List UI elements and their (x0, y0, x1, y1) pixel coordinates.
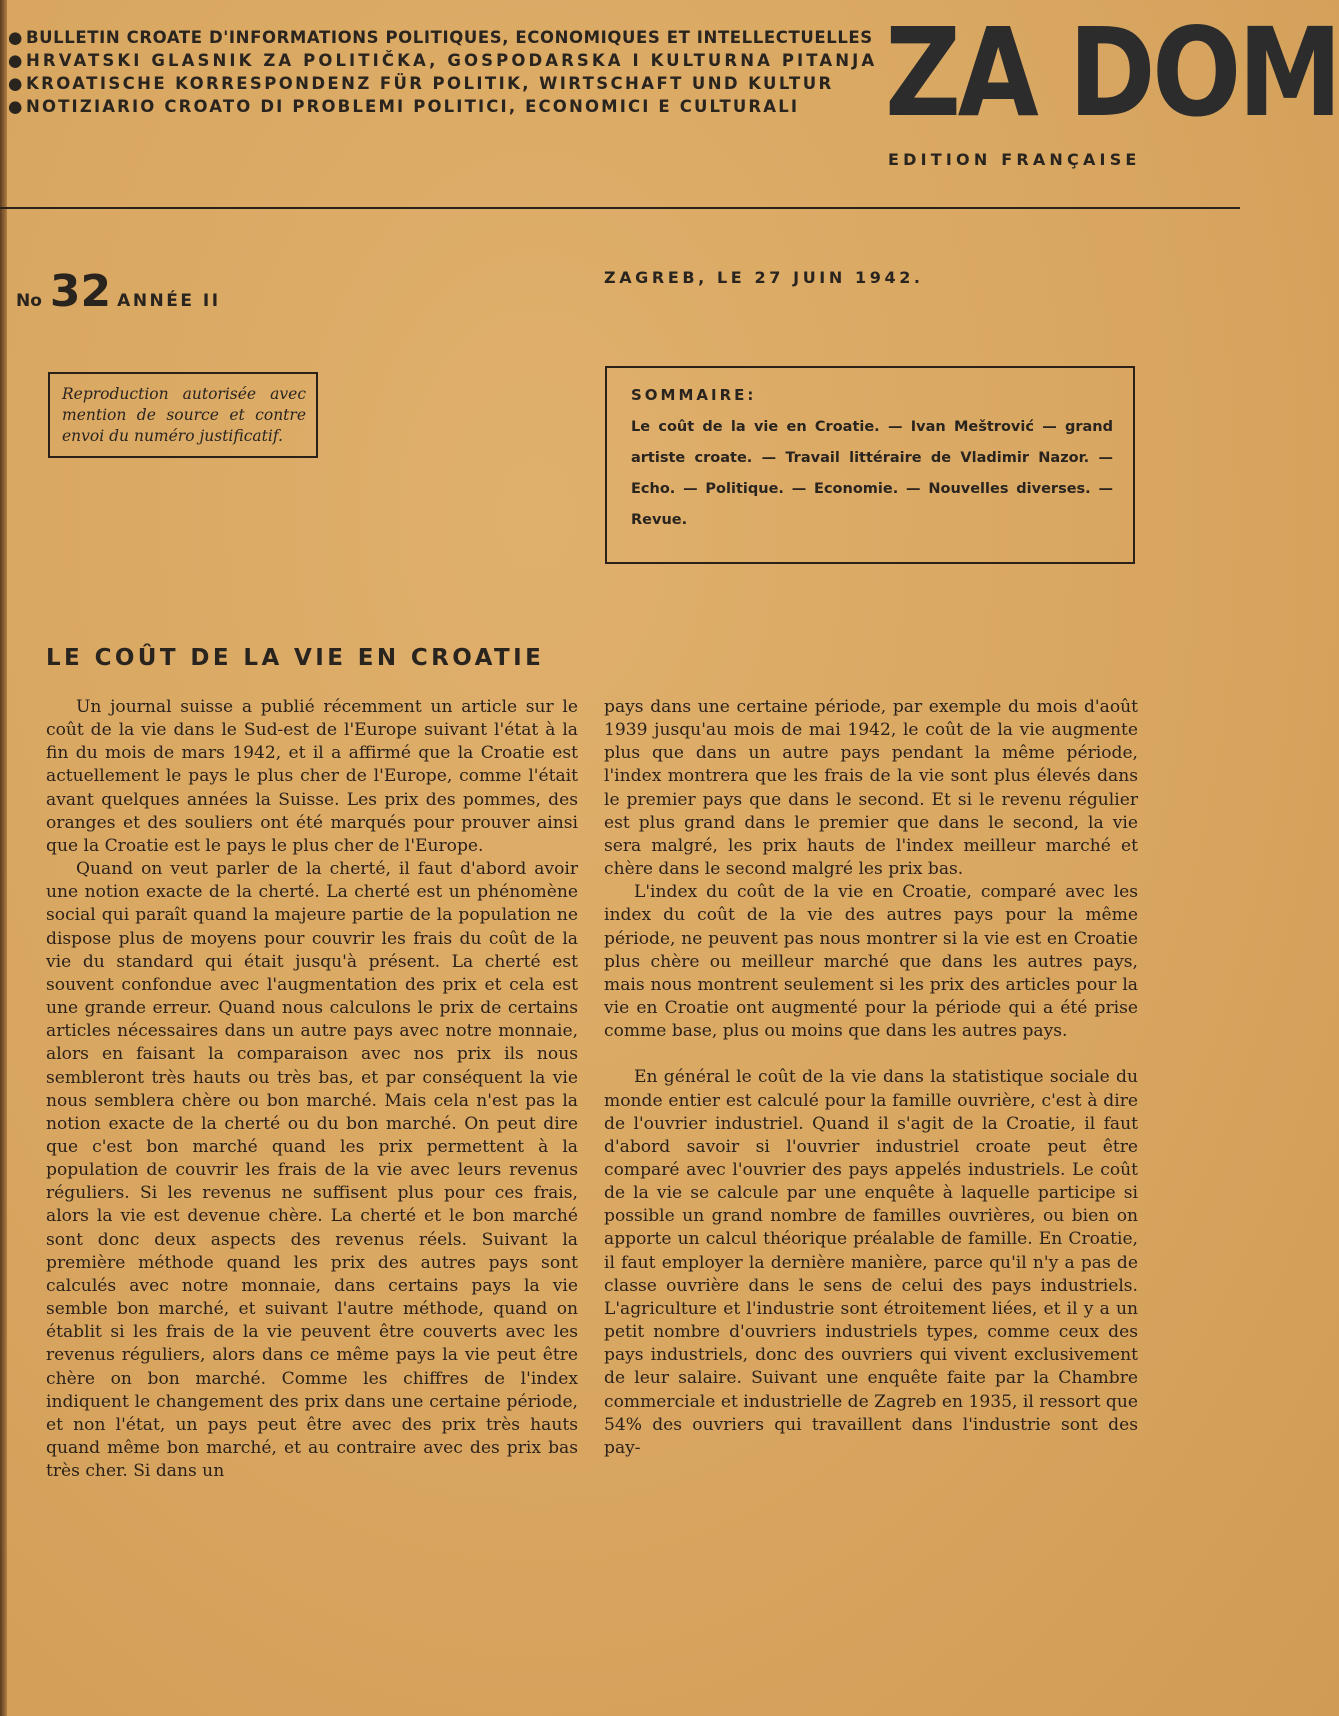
header-rule (0, 207, 1240, 209)
bullet-icon: ● (8, 74, 25, 93)
article-paragraph: Quand on veut parler de la cherté, il faut d'abord avoir une notion exacte de la cherté. La cherté est un phénomène social qui paraît quand la majeure partie de la population ne dispose plus de moyens pour couvrir les frais du coût de la vie du standard qui était jusqu'à présent. La cherté est souvent confondue avec l'augmentation des prix et cela est une grande erreur. Quand nous calculons le prix de certains articles nécessaires dans un autre pays avec notre monnaie, alors en faisant la comparaison avec nos prix ils nous sembleront très hauts ou très bas, et par conséquent la vie nous semblera chère ou bon marché. Mais cela n'est pas la notion exacte de la cherté ou du bon marché. On peut dire que c'est bon marché quand les prix permettent à la population de couvrir les frais de la vie avec leurs revenus réguliers. Si les revenus ne suffisent plus pour ces frais, alors la vie est devenue chère. La cherté et le bon marché sont donc deux aspects des revenus réels. Suivant la première méthode quand les prix des autres pays sont calculés avec notre monnaie, dans certains pays la vie semble bon marché, et suivant l'autre méthode, quand on établit si les frais de la vie peuvent être couverts avec les revenus réguliers, alors dans ce même pays la vie peut être chère on bon marché. Comme les chiffres de l'index indiquent le changement des prix dans une certaine période, et non l'état, un pays peut être avec des prix très hauts quand même bon marché, et au contraire avec des prix bas très cher. Si dans un (46, 859, 578, 1482)
issue-number (16, 266, 221, 317)
article-paragraph: En général le coût de la vie dans la statistique sociale du monde entier est calculé pour la famille ouvrière, c'est à dire de l'ouvrier industriel. Quand il s'agit de la Croatie, il faut d'abord savoir si l'ouvrier industriel croate peut être comparé avec l'ouvrier des pays appelés industriels. Le coût de la vie se calcule par une enquête à laquelle participe si possible un grand nombre de familles ouvrières, ou bien on apporte un calcul théorique préalable de famille. En Croatie, il faut employer la dernière manière, parce qu'il n'y a pas de classe ouvrière dans le sens de celui des pays industriels. L'agriculture et l'industrie sont étroitement liées, et il y a un petit nombre d'ouvriers industriels types, comme ceux des pays industriels, donc des ouvriers qui vivent exclusivement de leur salaire. Suivant une enquête faite par la Chambre commerciale et industrielle de Zagreb en 1935, il ressort que 54% des ouvriers qui travaillent dans l'industrie sont des pay- (604, 1067, 1138, 1458)
reproduction-notice: Reproduction autorisée avec mention de source et contre envoi du numéro justificatif. (48, 372, 318, 458)
bullet-icon: ● (8, 51, 26, 70)
article-paragraph: pays dans une certaine période, par exemple du mois d'août 1939 jusqu'au mois de mai 1942, le coût de la vie augmente plus que dans un autre pays pendant la même période, l'index montrera que les frais de la vie sont plus élevés dans le premier pays que dans le second. Et si le revenu régulier est plus grand dans le premier que dans le second, la vie sera malgré, les prix hauts de l'index meilleur marché et chère dans le second malgré les prix bas. (604, 697, 1138, 880)
article-paragraph: Un journal suisse a publié récemment un article sur le coût de la vie dans le Sud-est de l'Europe suivant l'état à la fin du mois de mars 1942, et il a affirmé que la Croatie est actuellement le pays le plus cher de l'Europe, comme l'était avant quelques années la Suisse. Les prix des pommes, des oranges et des souliers ont été marqués pour prouver ainsi que la Croatie est le pays le plus cher de l'Europe. (46, 697, 578, 856)
bullet-icon: ● (8, 28, 23, 47)
article-title: LE COÛT DE LA VIE EN CROATIE (46, 645, 545, 671)
header-line-de: ●KROATISCHE KORRESPONDENZ FÜR POLITIK, WIRTSCHAFT UND KULTUR (8, 74, 834, 93)
header-line-hr: ●HRVATSKI GLASNIK ZA POLITIČKA, GOSPODARSKA I KULTURNA PITANJA (8, 51, 878, 70)
contents-list: Le coût de la vie en Croatie. — Ivan Meštrović — grand artiste croate. — Travail littéraire de Vladimir Nazor. — Echo. — Politique. — Economie. — Nouvelles diverses. — Revue. (631, 419, 1113, 528)
article-paragraph: L'index du coût de la vie en Croatie, comparé avec les index du coût de la vie des autres pays pour la même période, ne peuvent pas nous montrer si la vie est en Croatie plus chère ou meilleur marché que dans les autres pays, mais nous montrent seulement si les prix des articles pour la vie en Croatie ont augmenté pour la période qui a été prise comme base, plus ou moins que dans les autres pays. (604, 882, 1138, 1042)
masthead-title: ZA DOM (885, 2, 1339, 144)
issue-no-label: No (16, 291, 42, 311)
dateline: ZAGREB, LE 27 JUIN 1942. (604, 268, 924, 287)
header-line-it: ●NOTIZIARIO CROATO DI PROBLEMI POLITICI, ECONOMICI E CULTURALI (8, 97, 800, 116)
contents-box (605, 366, 1135, 564)
article-column-1 (46, 696, 578, 1483)
page-spine-edge (0, 0, 7, 1716)
bullet-icon: ● (8, 97, 25, 116)
contents-title: SOMMAIRE: (631, 386, 757, 404)
issue-year: ANNÉE II (117, 291, 221, 311)
multilingual-header (8, 26, 888, 118)
header-line-fr: ● BULLETIN CROATE D'INFORMATIONS POLITIQUES, ECONOMIQUES ET INTELLECTUELLES (8, 28, 873, 47)
edition-label: EDITION FRANÇAISE (888, 150, 1141, 169)
article-column-2 (604, 696, 1138, 1460)
issue-no-value: 32 (49, 266, 112, 317)
